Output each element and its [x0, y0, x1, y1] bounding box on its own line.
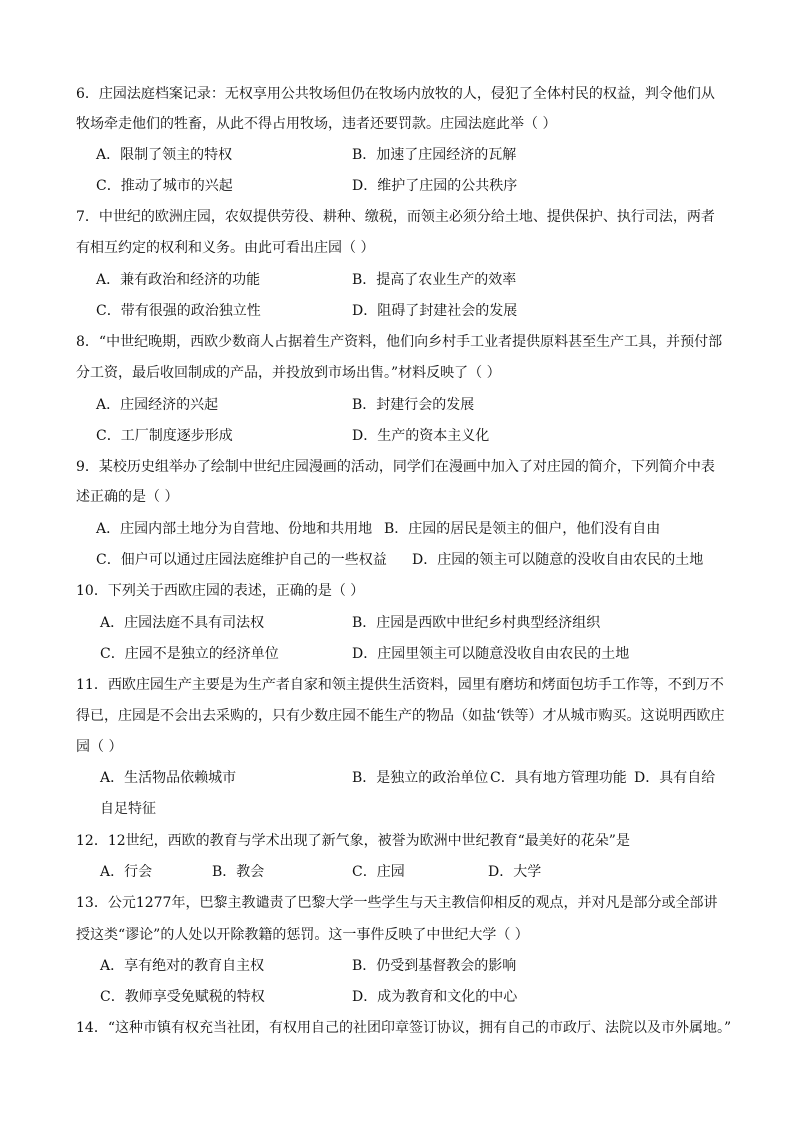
- question-12-option-d[interactable]: D．大学: [488, 864, 542, 880]
- question-6-option-d[interactable]: D．维护了庄园的公共秩序: [352, 178, 518, 194]
- question-10-option-b[interactable]: B．庄园是西欧中世纪乡村典型经济组织: [352, 615, 601, 631]
- question-12-option-a[interactable]: A．行会: [100, 864, 153, 880]
- question-13-number: 13．: [76, 895, 108, 911]
- question-13-option-a[interactable]: A．享有绝对的教育自主权: [100, 958, 265, 974]
- question-9-stem-line-2: 述正确的是（ ）: [76, 489, 179, 505]
- question-7-stem-line-2: 有相互约定的权利和义务。由此可看出庄园（ ）: [76, 240, 375, 256]
- question-11-stem-line-1: 11．西欧庄园生产主要是为生产者自家和领主提供生活资料，园里有磨坊和烤面包坊手工作等，不到万不: [76, 677, 724, 693]
- question-7-stem-line-1: 7．中世纪的欧洲庄园，农奴提供劳役、耕种、缴税，而领主必须分给土地、提供保护、执行司法，两者: [76, 209, 715, 225]
- question-8-option-c[interactable]: C．工厂制度逐步形成: [96, 428, 233, 444]
- question-11-option-c[interactable]: C．具有地方管理功能: [490, 770, 627, 786]
- question-6-option-a[interactable]: A．限制了领主的特权: [96, 147, 233, 163]
- question-8-stem-line-1: 8．“中世纪晚期，西欧少数商人占据着生产资料，他们向乡村手工业者提供原料甚至生产工具，并预付部: [76, 334, 723, 350]
- question-14-number: 14．: [76, 1020, 108, 1036]
- question-11-option-a[interactable]: A．生活物品依赖城市: [100, 770, 237, 786]
- question-9-number: 9．: [76, 459, 99, 475]
- question-10-option-c[interactable]: C．庄园不是独立的经济单位: [100, 646, 279, 662]
- question-13-stem-line-1: 13．公元1277年，巴黎主教谴责了巴黎大学一些学生与天主教信仰相反的观点，并对凡是部分或全部讲: [76, 895, 718, 911]
- question-8-option-a[interactable]: A．庄园经济的兴起: [96, 397, 219, 413]
- question-6-number: 6．: [76, 86, 99, 102]
- question-12-option-c[interactable]: C．庄园: [352, 864, 405, 880]
- question-7-option-b[interactable]: B．提高了农业生产的效率: [352, 272, 517, 288]
- question-13-option-c[interactable]: C．教师享受免赋税的特权: [100, 989, 265, 1005]
- question-11-option-b[interactable]: B．是独立的政治单位: [352, 770, 489, 786]
- question-8-option-b[interactable]: B．封建行会的发展: [352, 397, 475, 413]
- question-11-stem-line-3: 园（ ）: [76, 739, 123, 755]
- question-10-option-a[interactable]: A．庄园法庭不具有司法权: [100, 615, 265, 631]
- question-6-option-c[interactable]: C．推动了城市的兴起: [96, 178, 233, 194]
- question-9-option-d[interactable]: D．庄园的领主可以随意的没收自由农民的土地: [412, 552, 704, 568]
- question-12-number: 12．: [76, 833, 108, 849]
- question-10-option-d[interactable]: D．庄园里领主可以随意没收自由农民的土地: [352, 646, 630, 662]
- question-7-option-d[interactable]: D．阻碍了封建社会的发展: [352, 303, 518, 319]
- question-6-stem-line-2: 牧场牵走他们的牲畜，从此不得占用牧场，违者还要罚款。庄园法庭此举（ ）: [76, 116, 557, 132]
- question-12-option-b[interactable]: B．教会: [212, 864, 265, 880]
- question-6-option-b[interactable]: B．加速了庄园经济的瓦解: [352, 147, 517, 163]
- question-7-option-c[interactable]: C．带有很强的政治独立性: [96, 303, 261, 319]
- question-7-option-a[interactable]: A．兼有政治和经济的功能: [96, 272, 261, 288]
- question-6-stem-line-1: 6．庄园法庭档案记录：无权享用公共牧场但仍在牧场内放牧的人，侵犯了全体村民的权益，判令他们从: [76, 86, 715, 102]
- question-9-option-b[interactable]: B．庄园的居民是领主的佃户，他们没有自由: [384, 521, 661, 537]
- question-9-stem-line-1: 9．某校历史组举办了绘制中世纪庄园漫画的活动，同学们在漫画中加入了对庄园的简介，下列简介中表: [76, 459, 715, 475]
- question-8-number: 8．: [76, 334, 99, 350]
- question-13-option-b[interactable]: B．仍受到基督教会的影响: [352, 958, 517, 974]
- question-11-number: 11．: [76, 677, 108, 693]
- question-7-number: 7．: [76, 209, 99, 225]
- question-8-option-d[interactable]: D．生产的资本主义化: [352, 428, 490, 444]
- question-9-option-c[interactable]: C．佃户可以通过庄园法庭维护自己的一些权益: [96, 552, 387, 568]
- question-10-stem: 10．下列关于西欧庄园的表述，正确的是（ ）: [76, 583, 365, 599]
- question-8-stem-line-2: 分工资，最后收回制成的产品，并投放到市场出售。”材料反映了（ ）: [76, 365, 501, 381]
- question-13-stem-line-2: 授这类“谬论”的人处以开除教籍的惩罚。这一事件反映了中世纪大学（ ）: [76, 927, 529, 943]
- question-11-stem-line-2: 得已，庄园是不会出去采购的，只有少数庄园不能生产的物品（如盐‘铁等）才从城市购买。这说明西欧庄: [76, 708, 725, 724]
- question-11-option-d-continued[interactable]: 自足特征: [100, 801, 156, 817]
- question-11-option-d[interactable]: D．具有自给: [634, 770, 716, 786]
- question-13-option-d[interactable]: D．成为教育和文化的中心: [352, 989, 518, 1005]
- question-14-stem: 14．“这种市镇有权充当社团，有权用自己的社团印章签订协议，拥有自己的市政厅、法院以及市外属地。”: [76, 1020, 732, 1036]
- question-10-number: 10．: [76, 583, 108, 599]
- question-9-option-a[interactable]: A．庄园内部土地分为自营地、份地和共用地: [96, 521, 373, 537]
- question-12-stem: 12．12世纪，西欧的教育与学术出现了新气象，被誉为欧洲中世纪教育“最美好的花朵”是: [76, 833, 630, 849]
